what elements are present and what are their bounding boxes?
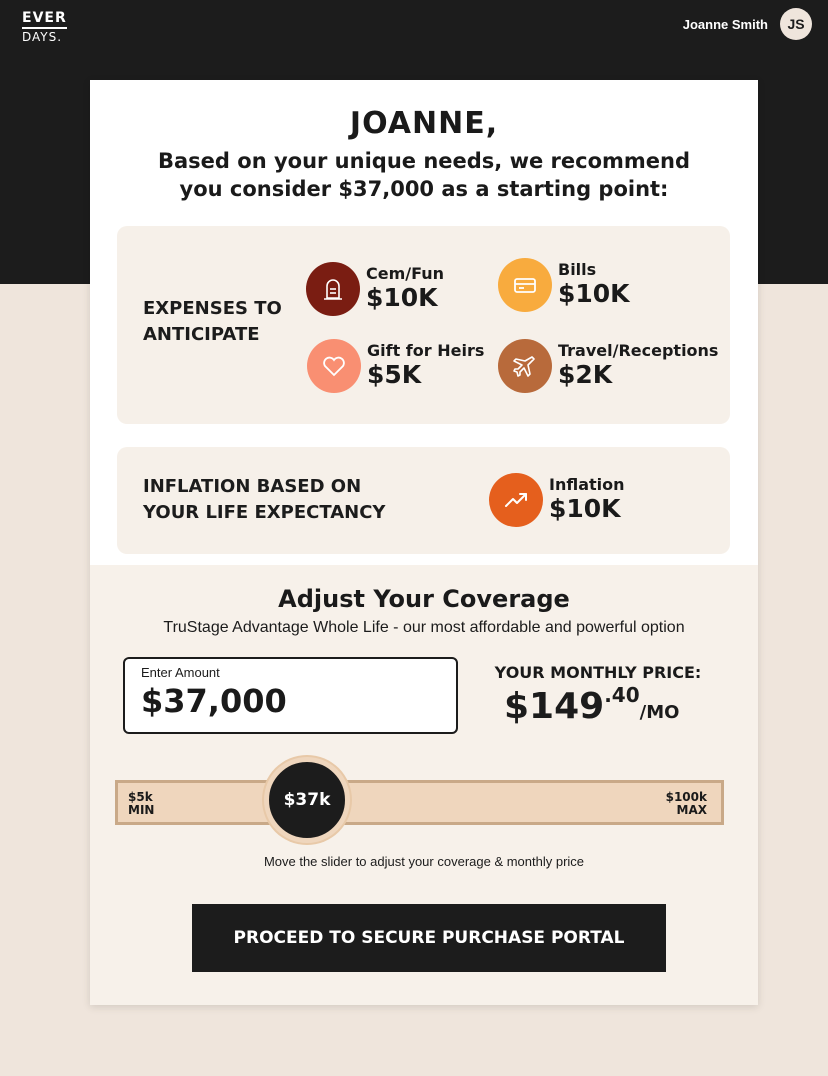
proceed-purchase-button[interactable]: PROCEED TO SECURE PURCHASE PORTAL xyxy=(192,904,666,972)
inflation-title-line-2: YOUR LIFE EXPECTANCY xyxy=(143,502,386,523)
recommendation-line-2: you consider $37,000 as a starting point: xyxy=(179,177,669,201)
amount-value[interactable]: $37,000 xyxy=(141,682,287,720)
expense-label: Bills xyxy=(558,260,597,279)
inflation-value: $10K xyxy=(549,494,621,523)
inflation-title xyxy=(143,474,385,526)
slider-max xyxy=(666,791,707,817)
headline xyxy=(90,106,758,203)
expense-value: $5K xyxy=(367,360,422,389)
monthly-price-label: YOUR MONTHLY PRICE: xyxy=(494,663,702,682)
expense-bills xyxy=(498,258,630,312)
expense-value: $10K xyxy=(558,279,630,308)
expense-label: Gift for Heirs xyxy=(367,341,485,360)
slider-max-label: MAX xyxy=(676,803,707,817)
inflation-title-line-1: INFLATION BASED ON xyxy=(143,476,362,497)
expenses-title-line-1: EXPENSES TO xyxy=(143,298,282,319)
credit-card-icon xyxy=(498,258,552,312)
slider-min xyxy=(128,791,154,817)
coverage-title: Adjust Your Coverage xyxy=(278,585,570,613)
slider-hint: Move the slider to adjust your coverage & monthly price xyxy=(263,854,585,869)
slider-handle[interactable]: $37k xyxy=(264,757,350,843)
tombstone-icon xyxy=(306,262,360,316)
expense-travel xyxy=(498,339,718,393)
inflation-label: Inflation xyxy=(549,475,625,494)
expense-label: Cem/Fun xyxy=(366,264,445,283)
price-unit: /MO xyxy=(639,702,680,723)
logo-bottom-text: DAYS. xyxy=(22,30,63,44)
amount-input[interactable] xyxy=(123,657,458,734)
heart-icon xyxy=(307,339,361,393)
coverage-slider-track[interactable] xyxy=(115,780,724,825)
monthly-price xyxy=(504,683,679,727)
expenses-panel xyxy=(117,226,730,424)
inflation-item xyxy=(489,473,625,527)
user-menu[interactable] xyxy=(683,8,812,40)
airplane-icon xyxy=(498,339,552,393)
trending-up-icon xyxy=(489,473,543,527)
expenses-title-line-2: ANTICIPATE xyxy=(143,324,260,345)
recommendation-line-1: Based on your unique needs, we recommend xyxy=(158,149,690,173)
expense-value: $10K xyxy=(366,283,438,312)
coverage-section xyxy=(90,565,758,1005)
logo-top-text: EVER xyxy=(22,11,67,29)
price-dollars: $149 xyxy=(504,686,605,727)
price-cents: .40 xyxy=(604,683,640,707)
slider-min-value: $5k xyxy=(128,790,153,804)
everdays-logo[interactable] xyxy=(22,9,67,43)
expense-value: $2K xyxy=(558,360,613,389)
expense-gift-heirs xyxy=(307,339,484,393)
slider-max-value: $100k xyxy=(665,790,707,804)
inflation-panel xyxy=(117,447,730,554)
amount-label: Enter Amount xyxy=(141,665,220,680)
expense-cem-fun xyxy=(306,262,444,316)
slider-min-label: MIN xyxy=(128,803,155,817)
avatar[interactable]: JS xyxy=(780,8,812,40)
coverage-subtitle: TruStage Advantage Whole Life - our most affordable and powerful option xyxy=(163,619,685,636)
expense-label: Travel/Receptions xyxy=(558,341,719,360)
greeting: JOANNE, xyxy=(349,106,499,141)
expenses-title xyxy=(143,296,282,348)
recommendation-card xyxy=(90,80,758,1005)
recommendation-text xyxy=(90,147,758,203)
user-name: Joanne Smith xyxy=(682,16,768,32)
